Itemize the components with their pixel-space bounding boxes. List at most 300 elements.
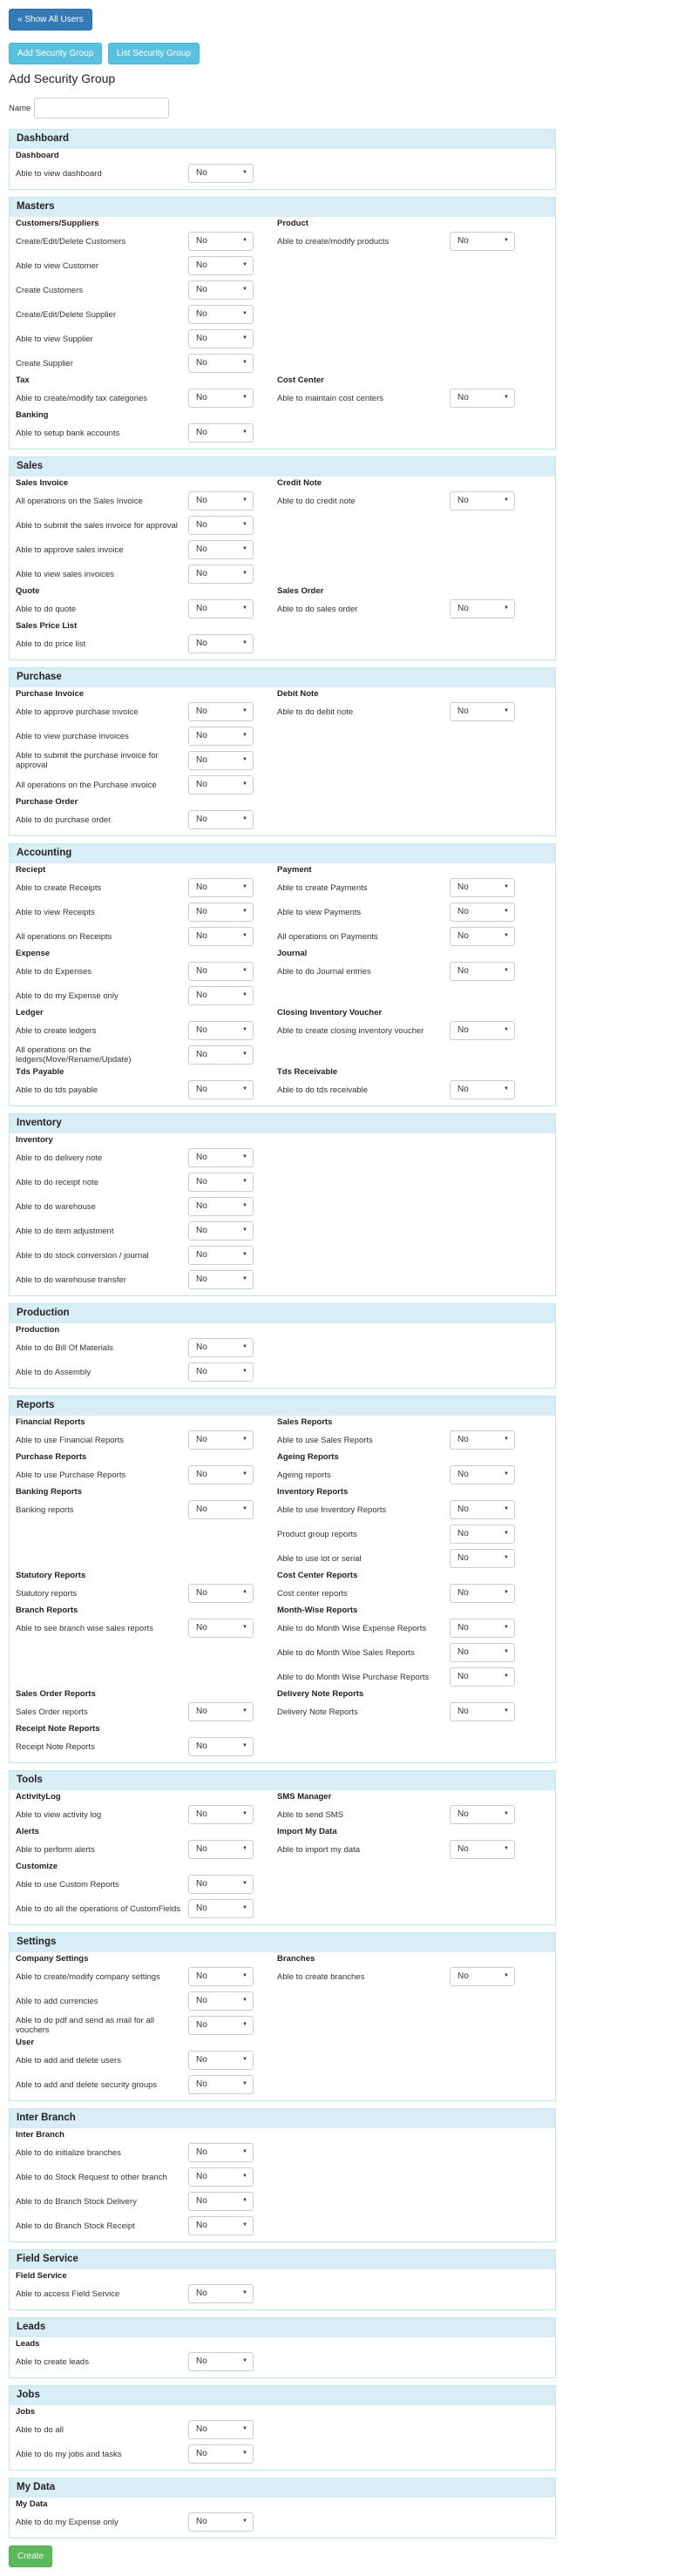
- permission-section: [16, 219, 549, 375]
- permission-row: [16, 1018, 277, 1043]
- permission-select[interactable]: No ▼: [188, 1702, 254, 1721]
- permission-label: Able to do Stock Request to other branch: [16, 2172, 167, 2182]
- permission-label: Able to maintain cost centers: [277, 393, 383, 403]
- permission-row: [16, 421, 277, 445]
- permission-row: [16, 1734, 277, 1759]
- permission-row: [277, 959, 539, 984]
- permission-label: Able to view Supplier: [16, 334, 93, 344]
- permission-label: Able to do tds receivable: [277, 1085, 369, 1095]
- section-column-left: [16, 2038, 277, 2097]
- permission-section: [16, 2407, 549, 2466]
- permission-select[interactable]: No ▼: [188, 2420, 254, 2439]
- panel-heading: Field Service: [10, 2250, 555, 2269]
- permission-section: [16, 1792, 549, 1827]
- section-column-left: [16, 1417, 277, 1452]
- permission-select[interactable]: No ▼: [188, 1362, 254, 1382]
- permission-label: Able to use Inventory Reports: [277, 1504, 387, 1515]
- permission-select[interactable]: No ▼: [450, 878, 515, 897]
- list-security-group-button[interactable]: List Security Group: [108, 43, 200, 64]
- permission-select[interactable]: No ▼: [450, 232, 515, 251]
- section-heading: Expense: [16, 949, 51, 958]
- section-column-right: [277, 1067, 539, 1102]
- panel-purchase: [9, 667, 556, 836]
- permission-label: Able to do credit note: [277, 496, 356, 506]
- permission-section: [16, 1417, 549, 1452]
- permission-row: [277, 1428, 539, 1452]
- permission-row: [16, 1428, 277, 1452]
- section-column-left: [16, 1954, 277, 2038]
- section-column-right: [277, 689, 539, 724]
- permission-label: Ageing reports: [277, 1470, 331, 1480]
- permission-row: [277, 1700, 539, 1724]
- permission-select[interactable]: No ▼: [188, 775, 254, 794]
- section-column-left: [16, 2407, 277, 2466]
- permission-select[interactable]: No ▼: [188, 516, 254, 535]
- permission-select[interactable]: No ▼: [450, 1667, 515, 1687]
- permission-select[interactable]: No ▼: [188, 565, 254, 584]
- permission-select[interactable]: No ▼: [450, 1805, 515, 1824]
- permission-select[interactable]: No ▼: [188, 2216, 254, 2235]
- permission-row: [16, 808, 277, 832]
- permission-row: [277, 1837, 539, 1862]
- permission-section: [16, 1008, 549, 1067]
- permission-select[interactable]: No ▼: [188, 1021, 254, 1040]
- section-heading: Cost Center: [277, 375, 324, 385]
- permission-row: [16, 538, 277, 562]
- permission-label: Create/Edit/Delete Customers: [16, 236, 126, 247]
- permission-section: [16, 1487, 549, 1571]
- permission-select[interactable]: No ▼: [450, 1967, 515, 1986]
- permission-select[interactable]: No ▼: [450, 389, 515, 408]
- permission-select[interactable]: No ▼: [450, 1643, 515, 1662]
- permission-row: [277, 1616, 539, 1640]
- permission-select[interactable]: No ▼: [188, 1584, 254, 1603]
- permission-select[interactable]: No ▼: [188, 903, 254, 922]
- section-heading: Sales Order: [277, 586, 324, 596]
- permission-row: [16, 1170, 277, 1194]
- permission-select[interactable]: No ▼: [188, 1148, 254, 1167]
- section-column-right: [277, 478, 539, 513]
- permission-select[interactable]: No ▼: [188, 927, 254, 946]
- permission-select[interactable]: No ▼: [188, 599, 254, 619]
- permission-label: Able to see branch wise sales reports: [16, 1623, 153, 1633]
- panel-body: [10, 149, 555, 189]
- permission-label: Able to view activity log: [16, 1809, 102, 1820]
- permission-label: Able to do receipt note: [16, 1177, 99, 1187]
- section-heading: Product: [277, 219, 308, 228]
- permission-label: Able to view Receipts: [16, 907, 95, 917]
- section-heading: Sales Order Reports: [16, 1689, 96, 1699]
- permission-select[interactable]: No ▼: [188, 702, 254, 721]
- panel-heading: Dashboard: [10, 130, 555, 149]
- permission-select[interactable]: No ▼: [188, 1221, 254, 1241]
- permission-select[interactable]: No ▼: [188, 1875, 254, 1894]
- permission-select[interactable]: No ▼: [450, 1549, 515, 1568]
- permission-label: Able to use Sales Reports: [277, 1435, 373, 1445]
- section-heading: Leads: [16, 2339, 40, 2349]
- permission-section: [16, 949, 549, 1008]
- section-column-left: [16, 865, 277, 949]
- section-column-left: [16, 410, 277, 445]
- permission-select[interactable]: No ▼: [188, 986, 254, 1005]
- permission-section: [16, 410, 549, 445]
- permission-select[interactable]: No ▼: [188, 1173, 254, 1192]
- permission-label: Cost center reports: [277, 1588, 348, 1599]
- permission-row: [16, 2048, 277, 2072]
- show-all-users-button[interactable]: « Show All Users: [9, 9, 92, 30]
- permission-row: [277, 1640, 539, 1665]
- section-heading: Alerts: [16, 1827, 39, 1836]
- permission-label: Able to use lot or serial: [277, 1553, 362, 1564]
- permission-row: [277, 229, 539, 254]
- section-heading: Branches: [277, 1954, 315, 1964]
- permission-row: [16, 1268, 277, 1292]
- permission-select[interactable]: No ▼: [188, 1967, 254, 1986]
- panel-my-data: [9, 2478, 556, 2539]
- section-column-right: [277, 1487, 539, 1571]
- panel-heading: Settings: [10, 1933, 555, 1952]
- permission-row: [16, 1194, 277, 1219]
- page-title: Add Security Group: [9, 71, 116, 85]
- permission-select[interactable]: No ▼: [188, 2075, 254, 2094]
- permission-label: Able to view Payments: [277, 907, 362, 917]
- permission-select[interactable]: No ▼: [450, 903, 515, 922]
- permission-label: Sales Order reports: [16, 1707, 88, 1717]
- section-heading: Closing Inventory Voucher: [277, 1008, 383, 1018]
- permission-select[interactable]: No ▼: [188, 2444, 254, 2464]
- permission-row: [16, 876, 277, 900]
- permission-select[interactable]: No ▼: [450, 927, 515, 946]
- permission-select[interactable]: No ▼: [450, 1465, 515, 1484]
- permission-section: [16, 1135, 549, 1292]
- permission-row: [16, 632, 277, 656]
- section-column-right: [277, 219, 539, 254]
- section-heading: Receipt Note Reports: [16, 1724, 100, 1734]
- permission-select[interactable]: No ▼: [188, 2143, 254, 2162]
- section-column-left: [16, 1862, 277, 1921]
- permission-select[interactable]: No ▼: [188, 232, 254, 251]
- permission-label: Able to add currencies: [16, 1996, 98, 2006]
- permission-select[interactable]: No ▼: [188, 2284, 254, 2303]
- permission-label: Able to do quote: [16, 604, 77, 614]
- permission-select[interactable]: No ▼: [188, 2051, 254, 2070]
- panel-tools: [9, 1770, 556, 1925]
- permission-select[interactable]: No ▼: [188, 2192, 254, 2211]
- permission-section: [16, 621, 549, 656]
- panel-heading: Inventory: [10, 1114, 555, 1133]
- permission-row: [16, 1219, 277, 1243]
- permission-label: All operations on the Purchase invoice: [16, 780, 157, 790]
- section-column-right: [277, 1606, 539, 1689]
- permission-select[interactable]: No ▼: [188, 1840, 254, 1859]
- section-column-left: [16, 1689, 277, 1724]
- permission-select[interactable]: No ▼: [188, 256, 254, 275]
- permission-select[interactable]: No ▼: [188, 540, 254, 559]
- section-column-left: [16, 1325, 277, 1384]
- section-heading: Financial Reports: [16, 1417, 85, 1427]
- permission-row: [277, 1018, 539, 1043]
- permission-select[interactable]: No ▼: [188, 329, 254, 348]
- permission-label: Able to import my data: [277, 1844, 361, 1855]
- permission-label: Able to use Financial Reports: [16, 1435, 125, 1445]
- permission-label: Able to create closing inventory voucher: [277, 1025, 424, 1036]
- permission-select[interactable]: No ▼: [450, 1584, 515, 1603]
- permission-section: [16, 865, 549, 949]
- panel-body: [10, 2405, 555, 2470]
- permission-row: [16, 1335, 277, 1360]
- permission-select[interactable]: No ▼: [188, 1500, 254, 1519]
- name-row: [9, 98, 682, 118]
- section-column-left: [16, 1067, 277, 1102]
- permission-row: [16, 351, 277, 375]
- panel-body: [10, 2498, 555, 2538]
- panel-body: [10, 1133, 555, 1295]
- permission-row: [16, 1581, 277, 1606]
- permission-select[interactable]: No ▼: [450, 1021, 515, 1040]
- permission-row: [16, 2350, 277, 2374]
- permission-row: [277, 1802, 539, 1827]
- permission-section: [16, 2271, 549, 2306]
- section-column-left: [16, 1135, 277, 1292]
- permission-label: Able to approve sales invoice: [16, 544, 124, 555]
- permission-label: Able to access Field Service: [16, 2289, 120, 2299]
- permission-row: [16, 1989, 277, 2013]
- permission-row: [16, 2072, 277, 2097]
- permission-select[interactable]: No ▼: [188, 634, 254, 653]
- permission-label: Able to do my jobs and tasks: [16, 2449, 122, 2459]
- section-column-right: [277, 586, 539, 621]
- permission-section: [16, 1606, 549, 1689]
- section-column-right: [277, 1452, 539, 1487]
- permission-select[interactable]: No ▼: [450, 491, 515, 510]
- panel-heading: My Data: [10, 2478, 555, 2498]
- permission-select[interactable]: No ▼: [188, 1619, 254, 1638]
- permission-select[interactable]: No ▼: [450, 702, 515, 721]
- permission-select[interactable]: No ▼: [188, 305, 254, 324]
- section-heading: Reciept: [16, 865, 46, 875]
- permission-label: Able to do my Expense only: [16, 2517, 119, 2527]
- permission-label: Able to view Customer: [16, 260, 99, 271]
- permission-select[interactable]: No ▼: [188, 1270, 254, 1289]
- permission-select[interactable]: No ▼: [188, 164, 254, 183]
- permission-row: [16, 386, 277, 410]
- create-button[interactable]: Create: [9, 2546, 52, 2567]
- permission-select[interactable]: No ▼: [188, 423, 254, 443]
- permission-select[interactable]: No ▼: [450, 1500, 515, 1519]
- section-column-left: [16, 1571, 277, 1606]
- permission-row: [277, 1522, 539, 1546]
- panel-accounting: [9, 843, 556, 1106]
- panel-body: [10, 217, 555, 449]
- add-security-group-button[interactable]: Add Security Group: [9, 43, 102, 64]
- permission-row: [16, 2442, 277, 2466]
- permission-row: [16, 1498, 277, 1522]
- permission-label: Create Supplier: [16, 358, 74, 368]
- name-input[interactable]: [34, 98, 169, 118]
- permission-select[interactable]: No ▼: [188, 1465, 254, 1484]
- permission-label: Able to create leads: [16, 2356, 89, 2367]
- permission-select[interactable]: No ▼: [188, 878, 254, 897]
- panel-field-service: [9, 2249, 556, 2310]
- permission-select[interactable]: No ▼: [188, 751, 254, 770]
- permission-row: [277, 900, 539, 924]
- panel-reports: [9, 1396, 556, 1763]
- permission-select[interactable]: No ▼: [188, 389, 254, 408]
- permission-label: Able to perform alerts: [16, 1844, 95, 1855]
- permission-select[interactable]: No ▼: [188, 1197, 254, 1216]
- section-heading: Sales Invoice: [16, 478, 69, 488]
- section-heading: Purchase Order: [16, 797, 78, 807]
- permission-select[interactable]: No ▼: [188, 1899, 254, 1918]
- permission-select[interactable]: No ▼: [450, 962, 515, 981]
- permission-row: [16, 724, 277, 748]
- section-heading: Journal: [277, 949, 308, 958]
- section-column-right: [277, 375, 539, 410]
- permission-label: Able to do Bill Of Materials: [16, 1342, 113, 1353]
- permission-select[interactable]: No ▼: [188, 1246, 254, 1265]
- permission-row: [16, 489, 277, 513]
- section-heading: Delivery Note Reports: [277, 1689, 364, 1699]
- permission-row: [277, 876, 539, 900]
- permission-row: [16, 900, 277, 924]
- permission-select[interactable]: No ▼: [450, 599, 515, 619]
- section-column-left: [16, 1606, 277, 1640]
- permission-select[interactable]: No ▼: [188, 354, 254, 373]
- panel-heading: Jobs: [10, 2386, 555, 2405]
- section-heading: Sales Reports: [277, 1417, 333, 1427]
- permission-row: [277, 1546, 539, 1571]
- permission-label: Able to do item adjustment: [16, 1226, 114, 1236]
- permission-select[interactable]: No ▼: [450, 1525, 515, 1544]
- permission-section: [16, 2499, 549, 2534]
- permission-section: [16, 375, 549, 410]
- permission-row: [16, 1078, 277, 1102]
- permission-select[interactable]: No ▼: [188, 491, 254, 510]
- section-column-right: [277, 949, 539, 984]
- panel-body: [10, 2269, 555, 2309]
- permission-select[interactable]: No ▼: [188, 1737, 254, 1756]
- permission-row: [16, 748, 277, 773]
- permission-row: [16, 1837, 277, 1862]
- section-column-right: [277, 1689, 539, 1724]
- section-heading: Production: [16, 1325, 60, 1335]
- permission-section: [16, 478, 549, 586]
- section-column-left: [16, 2499, 277, 2534]
- panel-body: [10, 2337, 555, 2377]
- permission-panels: [9, 129, 682, 2539]
- permission-select[interactable]: No ▼: [188, 1430, 254, 1450]
- section-column-left: [16, 1008, 277, 1067]
- permission-select[interactable]: No ▼: [188, 1045, 254, 1065]
- permission-label: All operations on Payments: [277, 931, 378, 942]
- permission-select[interactable]: No ▼: [188, 1805, 254, 1824]
- section-column-left: [16, 219, 277, 375]
- permission-select[interactable]: No ▼: [188, 281, 254, 300]
- permission-label: Able to do warehouse transfer: [16, 1274, 126, 1285]
- section-heading: Inventory: [16, 1135, 53, 1145]
- permission-row: [277, 1964, 539, 1989]
- permission-select[interactable]: No ▼: [188, 1338, 254, 1357]
- permission-select[interactable]: No ▼: [450, 1430, 515, 1450]
- permission-select[interactable]: No ▼: [188, 810, 254, 829]
- permission-label: Able to use Purchase Reports: [16, 1470, 126, 1480]
- section-heading: Jobs: [16, 2407, 36, 2417]
- permission-label: Create Customers: [16, 285, 84, 295]
- section-column-left: [16, 2271, 277, 2306]
- section-heading: Dashboard: [16, 151, 59, 160]
- permission-section: [16, 1954, 549, 2038]
- permission-label: Statutory reports: [16, 1588, 78, 1599]
- section-column-left: [16, 375, 277, 410]
- permission-select[interactable]: No ▼: [450, 1080, 515, 1099]
- panel-body: [10, 477, 555, 659]
- permission-select[interactable]: No ▼: [188, 2016, 254, 2035]
- panel-leads: [9, 2317, 556, 2378]
- panel-dashboard: [9, 129, 556, 190]
- panel-production: [9, 1303, 556, 1389]
- permission-select[interactable]: No ▼: [188, 2512, 254, 2532]
- permission-section: [16, 2130, 549, 2238]
- permission-row: [16, 1146, 277, 1170]
- permission-row: [16, 2165, 277, 2189]
- permission-select[interactable]: No ▼: [188, 962, 254, 981]
- permission-row: [16, 2417, 277, 2442]
- section-column-left: [16, 2339, 277, 2374]
- section-column-left: [16, 151, 277, 186]
- permission-row: [277, 1463, 539, 1487]
- panel-heading: Production: [10, 1304, 555, 1323]
- permission-select[interactable]: No ▼: [450, 1702, 515, 1721]
- permission-select[interactable]: No ▼: [188, 2167, 254, 2187]
- permission-label: Receipt Note Reports: [16, 1741, 95, 1752]
- panel-body: [10, 2128, 555, 2241]
- permission-label: All operations on the Sales Invoice: [16, 496, 143, 506]
- permission-label: Able to do debit note: [277, 707, 354, 717]
- permission-label: Delivery Note Reports: [277, 1707, 358, 1717]
- permission-section: [16, 151, 549, 186]
- permission-row: [16, 1616, 277, 1640]
- permission-row: [277, 1498, 539, 1522]
- permission-row: [16, 161, 277, 186]
- permission-row: [277, 1581, 539, 1606]
- permission-label: Able to do Month Wise Sales Reports: [277, 1647, 415, 1658]
- permission-select[interactable]: No ▼: [188, 727, 254, 746]
- permission-label: Able to create/modify company settings: [16, 1971, 160, 1982]
- section-column-left: [16, 478, 277, 586]
- permission-row: [16, 597, 277, 621]
- panel-body: [10, 687, 555, 835]
- permission-label: Able to do delivery note: [16, 1153, 103, 1163]
- permission-section: [16, 1067, 549, 1102]
- permission-select[interactable]: No ▼: [188, 2352, 254, 2371]
- permission-row: [16, 959, 277, 984]
- permission-label: Able to submit the purchase invoice for approval: [16, 751, 159, 770]
- section-heading: Banking: [16, 410, 49, 420]
- permission-select[interactable]: No ▼: [188, 1991, 254, 2011]
- permission-row: [16, 700, 277, 724]
- section-heading: SMS Manager: [277, 1792, 332, 1802]
- permission-label: Able to create ledgers: [16, 1025, 97, 1036]
- section-heading: Statutory Reports: [16, 1571, 86, 1580]
- permission-select[interactable]: No ▼: [450, 1840, 515, 1859]
- permission-label: Able to do Journal entries: [277, 966, 371, 977]
- permission-select[interactable]: No ▼: [188, 1080, 254, 1099]
- permission-select[interactable]: No ▼: [450, 1619, 515, 1638]
- permission-row: [16, 513, 277, 538]
- panel-body: [10, 1952, 555, 2100]
- permission-label: Able to do Month Wise Purchase Reports: [277, 1672, 430, 1682]
- permission-row: [16, 1360, 277, 1384]
